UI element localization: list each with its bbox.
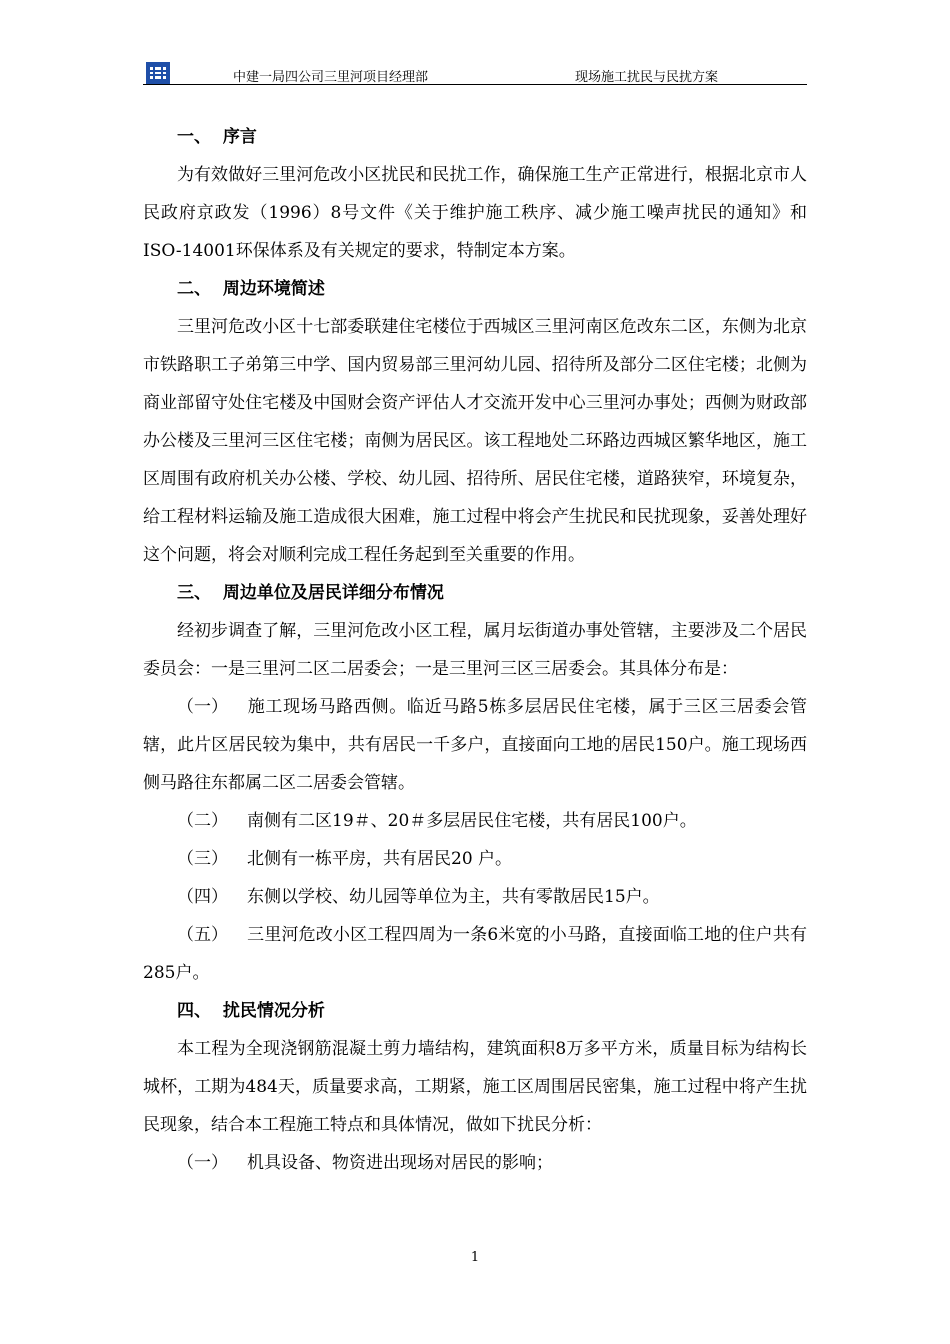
list-item-text: 施工现场马路西侧。临近马路5栋多层居民住宅楼，属于三区三居委会管辖，此片区居民较为集中，共有居民一千多户，直接面向工地的居民150户。施工现场西侧马路往东都属二区二居委会管辖。 — [143, 697, 807, 793]
header-company-name: 中建一局四公司三里河项目经理部 — [233, 70, 429, 85]
list-item-label: （四） — [177, 887, 228, 907]
header-document-title: 现场施工扰民与民扰方案 — [575, 70, 719, 85]
section-2-paragraph: 三里河危改小区十七部委联建住宅楼位于西城区三里河南区危改东二区，东侧为北京市铁路职工子弟第三中学、国内贸易部三里河幼儿园、招待所及部分二区住宅楼；北侧为商业部留守处住宅楼及中国财会资产评估人才交流开发中心三里河办事处；西侧为财政部办公楼及三里河三区住宅楼；南侧为居民区。该工程地处二环路边西城区繁华地区，施工区周围有政府机关办公楼、学校、幼儿园、招待所、居民住宅楼，道路狭窄，环境复杂，给工程材料运输及施工造成很大困难，施工过程中将会产生扰民和民扰现象，妥善处理好这个问题，将会对顺利完成工程任务起到至关重要的作用。 — [143, 317, 807, 565]
section-heading-3: 三、 周边单位及居民详细分布情况 — [177, 583, 444, 603]
list-item — [143, 688, 807, 802]
list-item-label: （一） — [177, 697, 228, 717]
header-rule — [143, 84, 807, 85]
document-body — [143, 118, 807, 1182]
section-heading-4: 四、 扰民情况分析 — [177, 1001, 325, 1021]
page-header — [143, 60, 807, 86]
list-item-label: （一） — [177, 1153, 228, 1173]
company-logo-icon — [146, 62, 170, 84]
list-item — [143, 878, 807, 916]
list-item-label: （五） — [177, 925, 228, 945]
section-heading-2: 二、 周边环境简述 — [177, 279, 325, 299]
list-item-text: 机具设备、物资进出现场对居民的影响； — [247, 1153, 553, 1173]
list-item-label: （三） — [177, 849, 228, 869]
section-1-paragraph: 为有效做好三里河危改小区扰民和民扰工作，确保施工生产正常进行，根据北京市人民政府京政发（1996）8号文件《关于维护施工秩序、减少施工噪声扰民的通知》和ISO-14001环保体系及有关规定的要求，特制定本方案。 — [143, 165, 807, 261]
list-item — [143, 802, 807, 840]
list-item — [143, 916, 807, 992]
page-number: 1 — [470, 1250, 480, 1265]
list-item-text: 三里河危改小区工程四周为一条6米宽的小马路，直接面临工地的住户共有285户。 — [143, 925, 807, 983]
list-item-text: 东侧以学校、幼儿园等单位为主，共有零散居民15户。 — [247, 887, 660, 907]
section-4-paragraph: 本工程为全现浇钢筋混凝土剪力墙结构，建筑面积8万多平方米，质量目标为结构长城杯，工期为484天，质量要求高，工期紧，施工区周围居民密集，施工过程中将产生扰民现象，结合本工程施工特点和具体情况，做如下扰民分析： — [143, 1039, 807, 1135]
list-item-text: 南侧有二区19＃、20＃多层居民住宅楼，共有居民100户。 — [247, 811, 697, 831]
list-item-label: （二） — [177, 811, 228, 831]
list-item — [143, 1144, 807, 1182]
list-item-text: 北侧有一栋平房，共有居民20 户。 — [247, 849, 513, 869]
list-item — [143, 840, 807, 878]
section-heading-1: 一、 序言 — [177, 127, 257, 147]
section-3-paragraph: 经初步调查了解，三里河危改小区工程，属月坛街道办事处管辖，主要涉及二个居民委员会：一是三里河二区二居委会；一是三里河三区三居委会。其具体分布是： — [143, 621, 807, 679]
